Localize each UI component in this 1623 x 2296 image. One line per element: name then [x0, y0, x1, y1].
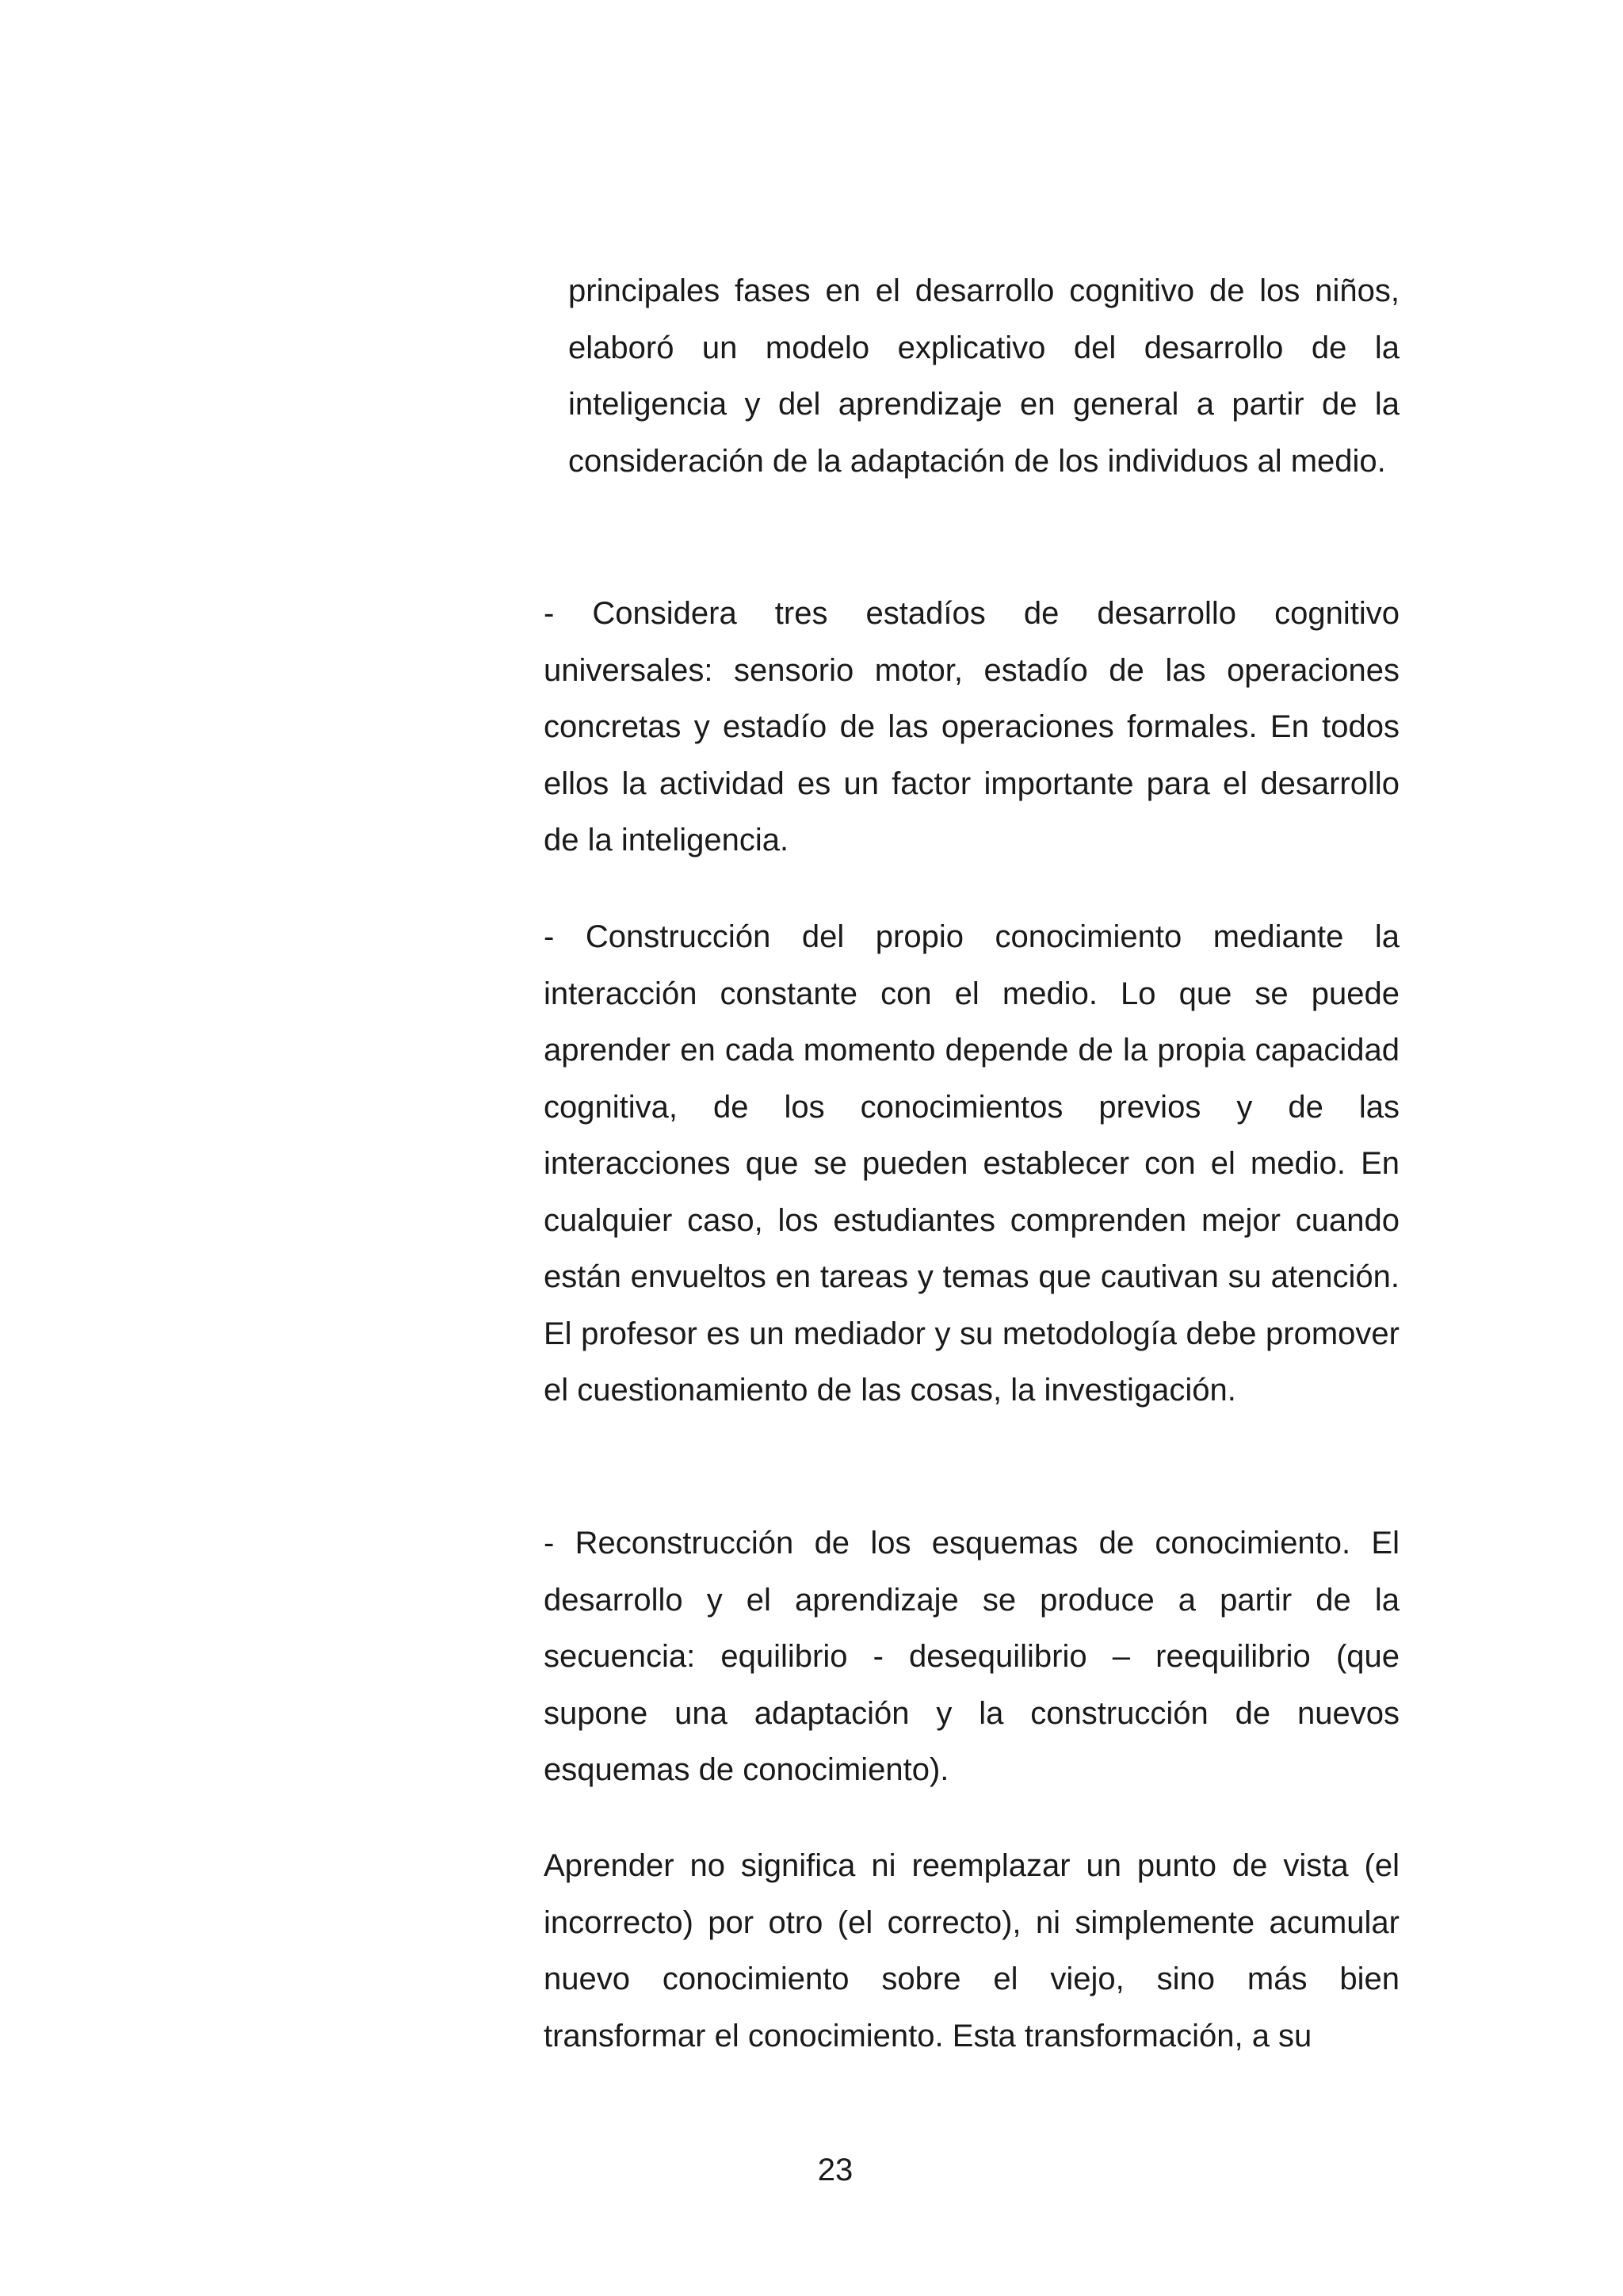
paragraph-schema-reconstruction [544, 1515, 1400, 1799]
paragraph-text: - Construcción del propio conocimiento mediante la interacción constante con el medio. Lo que se puede aprender en cada momento depende de la propia capacidad cognitiva, de los conocimientos previos y de las interacciones que se pueden establecer con el medio. En cualquier caso, los estudiantes comprenden mejor cuando están envueltos en tareas y temas que cautivan su atención. El profesor es un mediador y su metodología debe promover el cuestionamiento de las cosas, la investigación. [544, 919, 1400, 1408]
paragraph-text: - Considera tres estadíos de desarrollo cognitivo universales: sensorio motor, estadío de las operaciones concretas y estadío de las operaciones formales. En todos ellos la actividad es un factor importante para el desarrollo de la inteligencia. [544, 596, 1400, 858]
paragraph-knowledge-construction [544, 909, 1400, 1419]
paragraph-learning [544, 1838, 1400, 2065]
paragraph-continuation [568, 263, 1400, 490]
paragraph-text: - Reconstrucción de los esquemas de conocimiento. El desarrollo y el aprendizaje se produce a partir de la secuencia: equilibrio - desequilibrio – reequilibrio (que supone una adaptación y la construcción de nuevos esquemas de conocimiento). [544, 1526, 1400, 1787]
paragraph-text: principales fases en el desarrollo cognitivo de los niños, elaboró un modelo explicativo del desarrollo de la inteligencia y del aprendizaje en general a partir de la consideración de la adaptación de los individuos al medio. [568, 273, 1400, 479]
paragraph-stages [544, 586, 1400, 869]
paragraph-text: Aprender no significa ni reemplazar un punto de vista (el incorrecto) por otro (el correcto), ni simplemente acumular nuevo conocimiento sobre el viejo, sino más bien transformar el conocimiento. Esta transformación, a su [544, 1848, 1400, 2053]
page-number: 23 [817, 2153, 854, 2187]
